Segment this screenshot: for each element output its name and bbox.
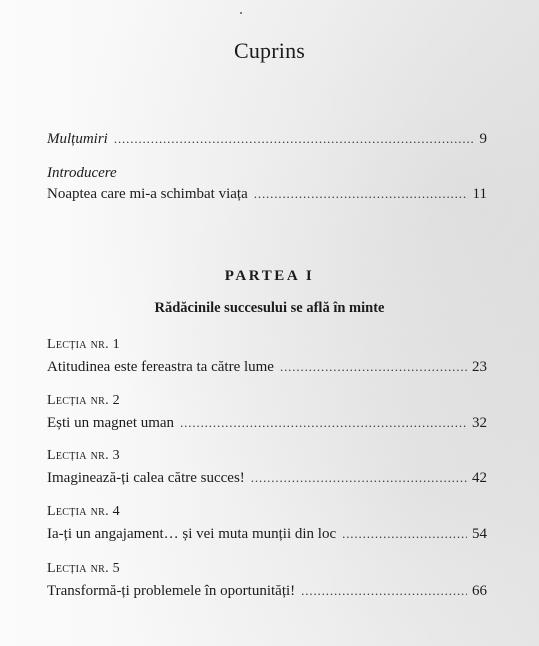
part-title: PARTEA I (224, 268, 315, 284)
toc-entry-lesson-2 (47, 392, 487, 434)
toc-entry-text: Imaginează-ți calea către succes! (47, 470, 245, 486)
lesson-label: Lecția nr. 4 (47, 504, 120, 519)
part-subtitle: Rădăcinile succesului se află în minte (154, 300, 385, 316)
toc-row (47, 130, 487, 150)
toc-page-number: 9 (479, 131, 487, 147)
toc-row (47, 469, 487, 489)
toc-entry-lesson-3 (47, 447, 487, 489)
toc-entry-text: Ia-ți un angajament… și vei muta munții din loc (47, 526, 337, 542)
toc-row (47, 582, 487, 602)
dot-leader (180, 414, 467, 432)
dot-leader (254, 185, 468, 203)
lesson-label: Lecția nr. 2 (47, 393, 120, 408)
toc-entry-introduction (47, 164, 487, 205)
toc-section-label: Introducere (47, 165, 117, 181)
toc-row (47, 185, 487, 205)
toc-entry-text: Atitudinea este fereastra ta către lume (47, 359, 274, 375)
dot-leader (342, 525, 467, 543)
lesson-label: Lecția nr. 3 (47, 448, 120, 463)
page-title: Cuprins (233, 38, 306, 63)
dot-leader (301, 582, 467, 600)
toc-entry-lesson-5 (47, 560, 487, 602)
toc-page-number: 42 (472, 470, 487, 486)
toc-row (47, 525, 487, 545)
lesson-label: Lecția nr. 5 (47, 561, 120, 576)
toc-row (47, 358, 487, 378)
toc-entry-lesson-4 (47, 503, 487, 545)
dot-leader (251, 469, 467, 487)
toc-page-number: 11 (472, 186, 487, 202)
toc-entry-acknowledgements (47, 130, 487, 150)
print-speck (240, 12, 242, 14)
toc-entry-text: Transformă-ți problemele în oportunități! (47, 583, 296, 599)
toc-page-number: 32 (472, 415, 487, 431)
dot-leader (114, 130, 475, 148)
toc-entry-lesson-1 (47, 336, 487, 378)
toc-row (47, 414, 487, 434)
toc-page-number: 66 (472, 583, 487, 599)
lesson-label: Lecția nr. 1 (47, 337, 120, 352)
toc-entry-text: Ești un magnet uman (47, 415, 175, 431)
dot-leader (280, 358, 467, 376)
toc-entry-text: Mulțumiri (47, 131, 108, 147)
toc-page-number: 23 (472, 359, 487, 375)
toc-entry-text: Noaptea care mi-a schimbat viața (47, 186, 248, 202)
toc-page-number: 54 (472, 526, 487, 542)
